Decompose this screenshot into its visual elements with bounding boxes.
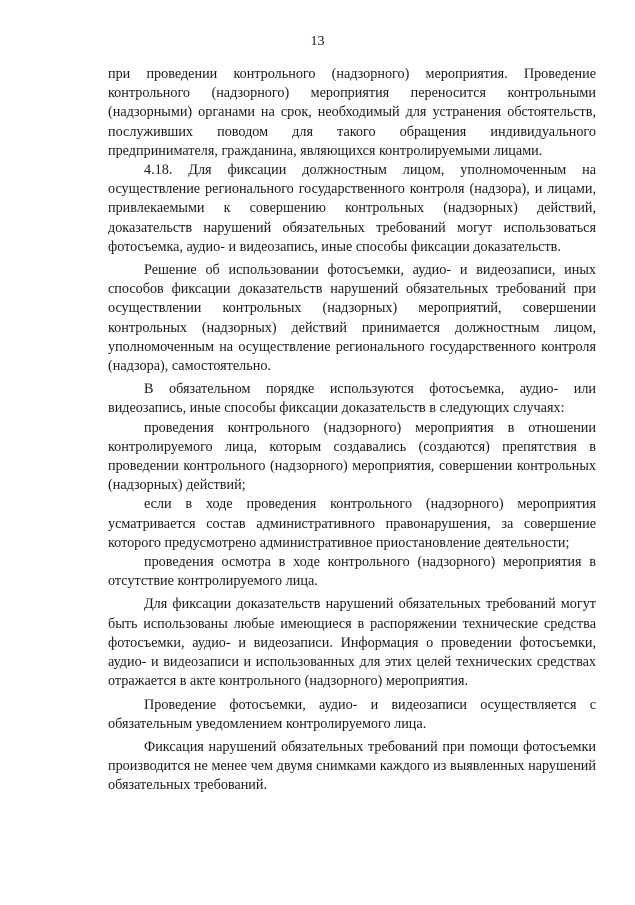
paragraph-photo-fixation: Фиксация нарушений обязательных требований при помощи фотосъемки производится не менее чем двумя снимками каждого из выявленных нарушений обязательных требований. [108, 738, 596, 794]
paragraph-decision: Решение об использовании фотосъемки, аудио- и видеозаписи, иных способов фиксации доказательств нарушений обязательных требований при осуществлении контрольных (надзорных) мероприятий, совершении контрольных (надзорных) действий принимается должностным лицом, уполномоченным на осуществление регионального государственного контроля (надзора), самостоятельно. [108, 262, 596, 375]
paragraph-4-18: 4.18. Для фиксации должностным лицом, уполномоченным на осуществление регионального государственного контроля (надзора), и лицами, привлекаемыми к совершению контрольных (надзорных) действий, доказательств нарушений обязательных требований могут использоваться фотосъемка, аудио- и видеозапись, иные способы фиксации доказательств. [108, 162, 596, 255]
paragraph-continuation: при проведении контрольного (надзорного) мероприятия. Проведение контрольного (надзорного) мероприятия переносится контрольными (надзорными) органами на срок, необходимый для устранения обстоятельств, послуживших поводом для такого обращения индивидуального предпринимателя, гражданина, являющихся контролируемыми лицами. [108, 66, 596, 159]
paragraph-mandatory-cases: В обязательном порядке используются фотосъемка, аудио- или видеозапись, иные способы фиксации доказательств в следующих случаях: [108, 381, 596, 417]
list-item-case-offense: если в ходе проведения контрольного (надзорного) мероприятия усматривается состав административного правонарушения, за совершение которого предусмотрено административное приостановление деятельности; [108, 496, 596, 551]
document-body [108, 65, 596, 796]
paragraph-technical-means: Для фиксации доказательств нарушений обязательных требований могут быть использованы любые имеющиеся в распоряжении технические средства фотосъемки, аудио- и видеозаписи. Информация о проведении фотосъемки, аудио- и видеозаписи и использованных для этих целей технических средствах отражается в акте контрольного (надзорного) мероприятия. [108, 596, 596, 690]
list-item-case-inspection: проведения осмотра в ходе контрольного (надзорного) мероприятия в отсутствие контролируемого лица. [108, 554, 596, 590]
list-item-case-obstruction: проведения контрольного (надзорного) мероприятия в отношении контролируемого лица, которым создавались (создаются) препятствия в проведении контрольного (надзорного) мероприятия, совершении контрольных (надзорных) действий; [108, 419, 596, 494]
paragraph-notification: Проведение фотосъемки, аудио- и видеозаписи осуществляется с обязательным уведомлением контролируемого лица. [108, 696, 596, 732]
page-number: 13 [310, 34, 325, 49]
